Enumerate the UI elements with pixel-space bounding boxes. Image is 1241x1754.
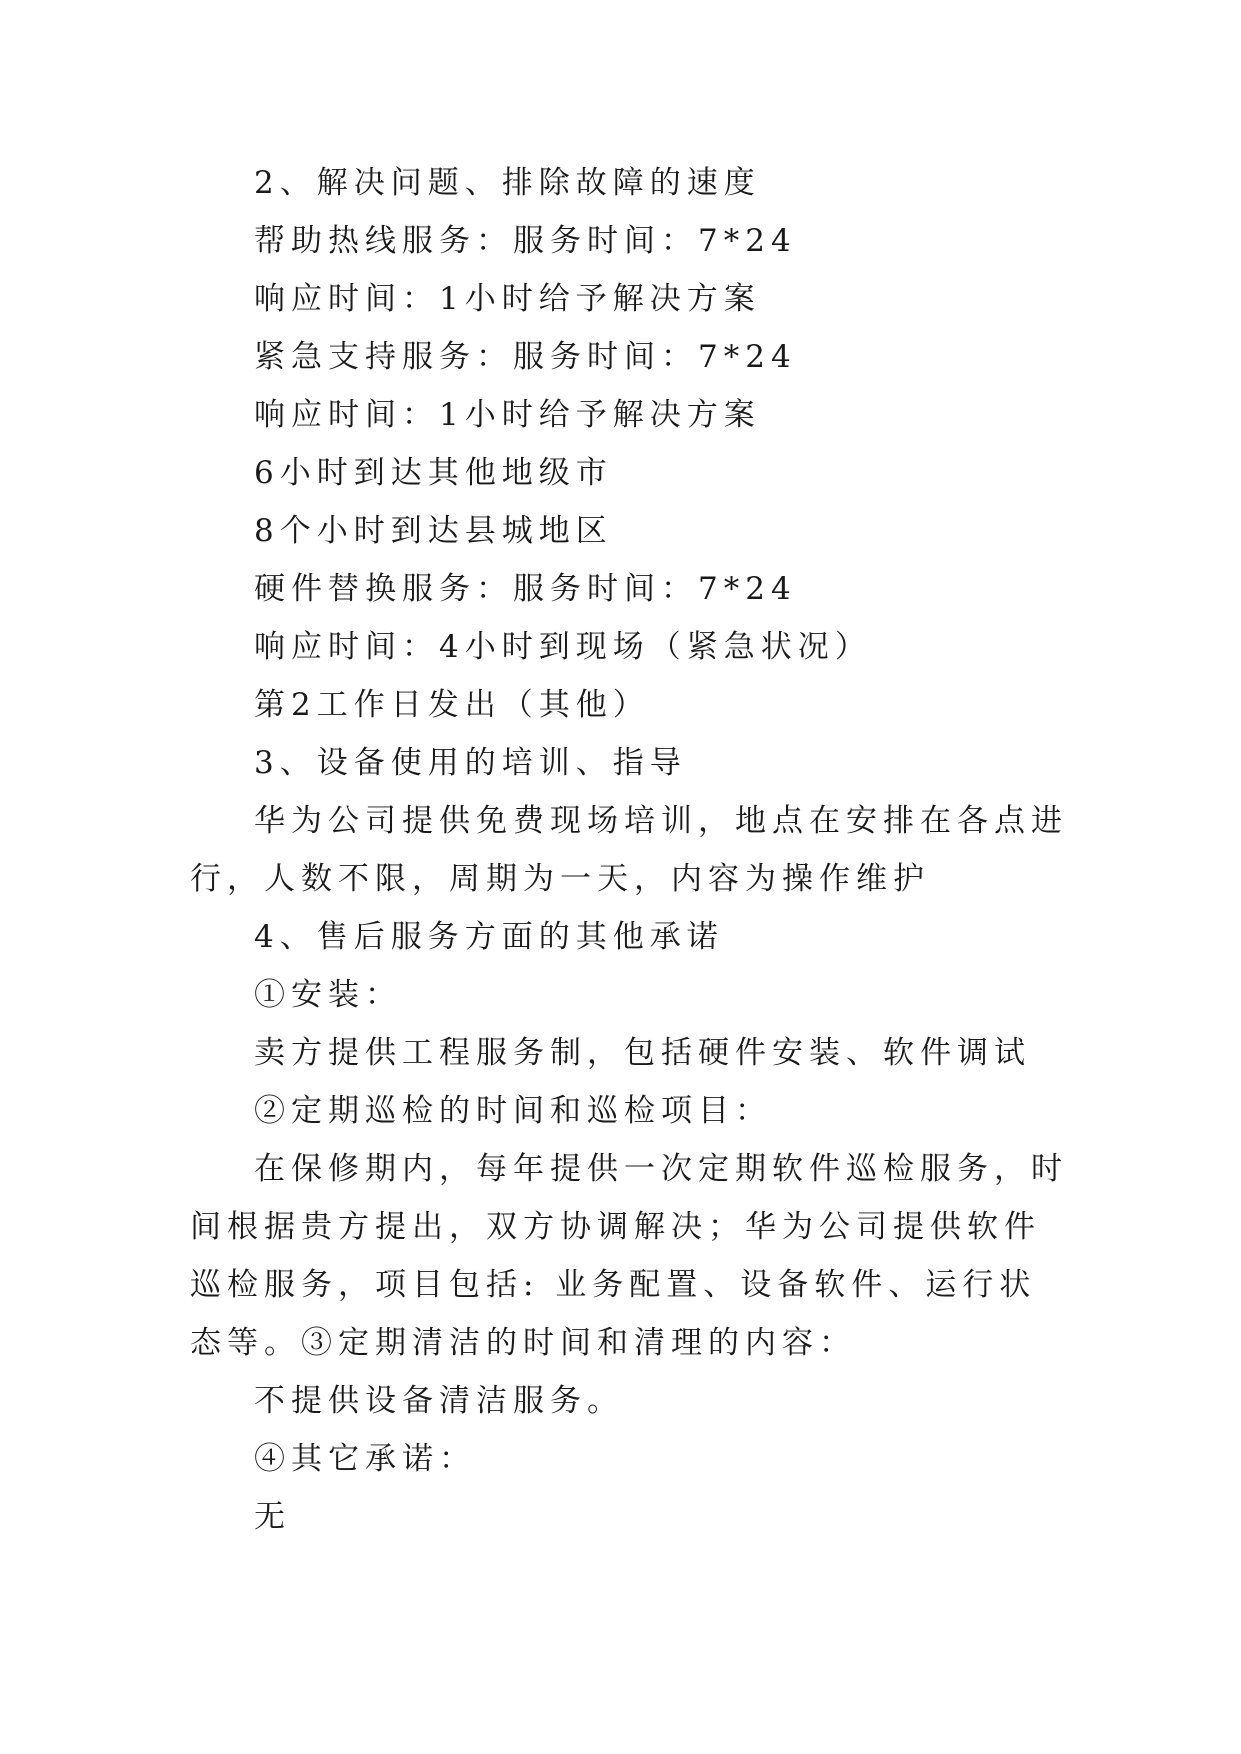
paragraph-inspection-details: 在保修期内，每年提供一次定期软件巡检服务，时间根据贵方提出，双方协调解决；华为公司提供软件巡检服务，项目包括: 业务配置、设备软件、运行状态等。③定期清洁的时间和清理的内容： bbox=[190, 1151, 1068, 1361]
paragraph-second-workday: 第2工作日发出（其他） bbox=[254, 687, 650, 723]
paragraph-none: 无 bbox=[254, 1499, 291, 1535]
heading-response-speed: 2、解决问题、排除故障的速度 bbox=[254, 165, 761, 201]
heading-other-commitments: 4、售后服务方面的其他承诺 bbox=[254, 919, 724, 955]
paragraph-training-details: 华为公司提供免费现场培训，地点在安排在各点进行，人数不限，周期为一天，内容为操作维护 bbox=[190, 803, 1068, 897]
paragraph-no-cleaning: 不提供设备清洁服务。 bbox=[254, 1383, 624, 1419]
paragraph-county-arrival: 8个小时到达县城地区 bbox=[254, 513, 613, 549]
heading-installation: ①安装： bbox=[254, 977, 402, 1013]
paragraph-hotline-response: 响应时间：1小时给予解决方案 bbox=[254, 281, 761, 317]
heading-other-promises: ④其它承诺： bbox=[254, 1441, 476, 1477]
paragraph-emergency-response: 响应时间：1小时给予解决方案 bbox=[254, 397, 761, 433]
paragraph-hotline-service: 帮助热线服务：服务时间：7*24 bbox=[254, 223, 797, 259]
paragraph-hardware-replacement: 硬件替换服务：服务时间：7*24 bbox=[254, 571, 797, 607]
paragraph-emergency-service: 紧急支持服务：服务时间：7*24 bbox=[254, 339, 797, 375]
paragraph-city-arrival: 6小时到达其他地级市 bbox=[254, 455, 613, 491]
paragraph-installation-details: 卖方提供工程服务制，包括硬件安装、软件调试 bbox=[254, 1035, 1031, 1071]
heading-training: 3、设备使用的培训、指导 bbox=[254, 745, 687, 781]
paragraph-hardware-response: 响应时间：4小时到现场（紧急状况） bbox=[254, 629, 872, 665]
heading-inspection: ②定期巡检的时间和巡检项目： bbox=[254, 1093, 772, 1129]
document-body bbox=[190, 154, 1070, 1546]
